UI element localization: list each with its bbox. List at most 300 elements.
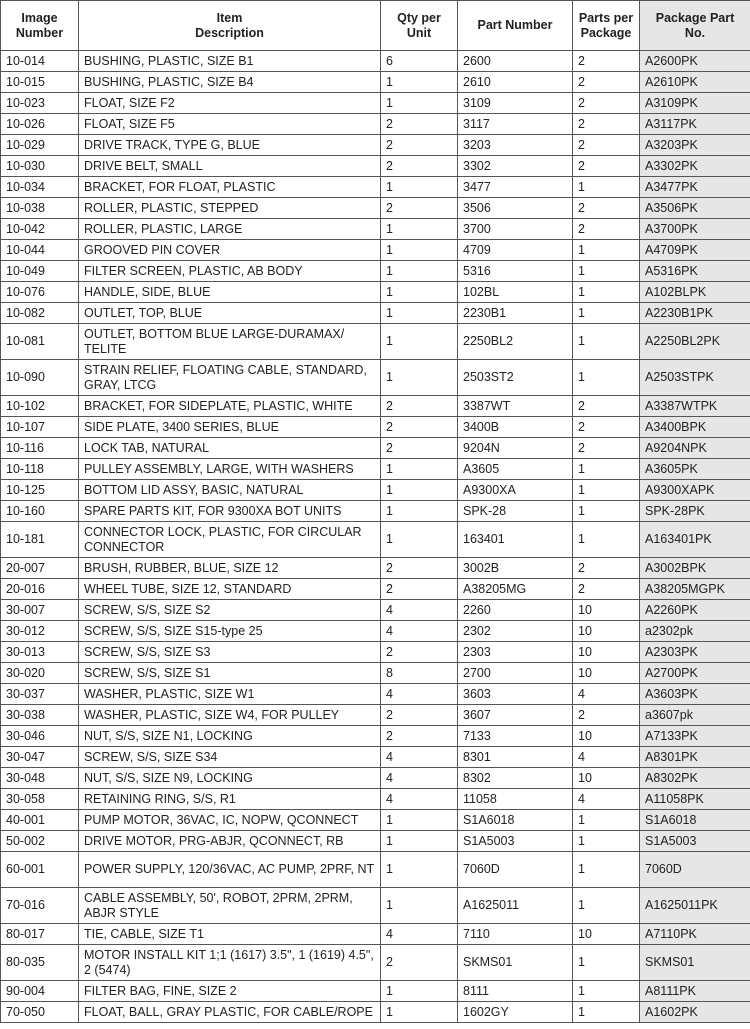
cell-item-description: RETAINING RING, S/S, R1 bbox=[79, 789, 381, 810]
cell-package-part-no: A3117PK bbox=[640, 114, 750, 135]
cell-image-number: 30-038 bbox=[1, 705, 79, 726]
cell-qty-per-unit: 4 bbox=[381, 600, 458, 621]
table-row bbox=[1, 768, 750, 789]
cell-qty-per-unit: 2 bbox=[381, 579, 458, 600]
cell-package-part-no: S1A6018 bbox=[640, 810, 750, 831]
cell-qty-per-unit: 2 bbox=[381, 198, 458, 219]
cell-parts-per-package: 1 bbox=[573, 810, 640, 831]
cell-qty-per-unit: 1 bbox=[381, 1002, 458, 1023]
cell-part-number: 3700 bbox=[458, 219, 573, 240]
cell-package-part-no: A3477PK bbox=[640, 177, 750, 198]
cell-parts-per-package: 10 bbox=[573, 621, 640, 642]
table-row bbox=[1, 747, 750, 768]
cell-qty-per-unit: 4 bbox=[381, 768, 458, 789]
cell-item-description: SPARE PARTS KIT, FOR 9300XA BOT UNITS bbox=[79, 501, 381, 522]
table-row bbox=[1, 114, 750, 135]
cell-package-part-no: A102BLPK bbox=[640, 282, 750, 303]
cell-part-number: 2303 bbox=[458, 642, 573, 663]
cell-part-number: A1625011 bbox=[458, 888, 573, 924]
cell-item-description: BOTTOM LID ASSY, BASIC, NATURAL bbox=[79, 480, 381, 501]
table-row bbox=[1, 558, 750, 579]
cell-part-number: 2600 bbox=[458, 51, 573, 72]
cell-part-number: 1602GY bbox=[458, 1002, 573, 1023]
cell-qty-per-unit: 1 bbox=[381, 324, 458, 360]
table-row bbox=[1, 480, 750, 501]
cell-package-part-no: A7110PK bbox=[640, 924, 750, 945]
cell-part-number: 2250BL2 bbox=[458, 324, 573, 360]
cell-qty-per-unit: 4 bbox=[381, 621, 458, 642]
cell-parts-per-package: 1 bbox=[573, 261, 640, 282]
cell-item-description: POWER SUPPLY, 120/36VAC, AC PUMP, 2PRF, NT bbox=[79, 852, 381, 888]
cell-qty-per-unit: 1 bbox=[381, 360, 458, 396]
cell-image-number: 70-016 bbox=[1, 888, 79, 924]
cell-parts-per-package: 1 bbox=[573, 480, 640, 501]
cell-part-number: 3603 bbox=[458, 684, 573, 705]
table-row bbox=[1, 522, 750, 558]
cell-part-number: 3506 bbox=[458, 198, 573, 219]
cell-image-number: 10-118 bbox=[1, 459, 79, 480]
cell-image-number: 80-035 bbox=[1, 945, 79, 981]
cell-package-part-no: A2260PK bbox=[640, 600, 750, 621]
cell-parts-per-package: 1 bbox=[573, 282, 640, 303]
cell-parts-per-package: 1 bbox=[573, 831, 640, 852]
cell-package-part-no: 7060D bbox=[640, 852, 750, 888]
cell-image-number: 10-107 bbox=[1, 417, 79, 438]
cell-part-number: S1A5003 bbox=[458, 831, 573, 852]
cell-image-number: 10-049 bbox=[1, 261, 79, 282]
cell-qty-per-unit: 1 bbox=[381, 888, 458, 924]
cell-qty-per-unit: 1 bbox=[381, 501, 458, 522]
table-row bbox=[1, 924, 750, 945]
cell-package-part-no: A38205MGPK bbox=[640, 579, 750, 600]
header-item-description: Item Description bbox=[79, 1, 381, 51]
cell-part-number: 2503ST2 bbox=[458, 360, 573, 396]
cell-image-number: 10-082 bbox=[1, 303, 79, 324]
cell-parts-per-package: 2 bbox=[573, 219, 640, 240]
cell-image-number: 30-048 bbox=[1, 768, 79, 789]
cell-image-number: 10-023 bbox=[1, 93, 79, 114]
cell-parts-per-package: 1 bbox=[573, 945, 640, 981]
header-row bbox=[1, 1, 750, 51]
cell-image-number: 10-160 bbox=[1, 501, 79, 522]
cell-image-number: 10-030 bbox=[1, 156, 79, 177]
cell-package-part-no: A2503STPK bbox=[640, 360, 750, 396]
cell-part-number: 7133 bbox=[458, 726, 573, 747]
cell-qty-per-unit: 4 bbox=[381, 789, 458, 810]
table-row bbox=[1, 360, 750, 396]
cell-qty-per-unit: 2 bbox=[381, 114, 458, 135]
table-body bbox=[1, 51, 750, 1023]
header-part-number: Part Number bbox=[458, 1, 573, 51]
cell-item-description: SCREW, S/S, SIZE S15-type 25 bbox=[79, 621, 381, 642]
cell-package-part-no: S1A5003 bbox=[640, 831, 750, 852]
cell-image-number: 40-001 bbox=[1, 810, 79, 831]
cell-package-part-no: A2610PK bbox=[640, 72, 750, 93]
cell-qty-per-unit: 2 bbox=[381, 705, 458, 726]
cell-part-number: 8111 bbox=[458, 981, 573, 1002]
cell-part-number: 3477 bbox=[458, 177, 573, 198]
cell-qty-per-unit: 4 bbox=[381, 924, 458, 945]
cell-part-number: 3302 bbox=[458, 156, 573, 177]
cell-part-number: 3117 bbox=[458, 114, 573, 135]
cell-part-number: A38205MG bbox=[458, 579, 573, 600]
cell-part-number: 2230B1 bbox=[458, 303, 573, 324]
cell-qty-per-unit: 2 bbox=[381, 156, 458, 177]
cell-parts-per-package: 1 bbox=[573, 522, 640, 558]
cell-package-part-no: A8111PK bbox=[640, 981, 750, 1002]
cell-qty-per-unit: 2 bbox=[381, 642, 458, 663]
cell-parts-per-package: 10 bbox=[573, 642, 640, 663]
cell-item-description: OUTLET, TOP, BLUE bbox=[79, 303, 381, 324]
cell-parts-per-package: 1 bbox=[573, 177, 640, 198]
cell-item-description: CABLE ASSEMBLY, 50', ROBOT, 2PRM, 2PRM, ABJR STYLE bbox=[79, 888, 381, 924]
table-row bbox=[1, 831, 750, 852]
cell-image-number: 10-090 bbox=[1, 360, 79, 396]
table-row bbox=[1, 219, 750, 240]
cell-parts-per-package: 2 bbox=[573, 198, 640, 219]
cell-parts-per-package: 2 bbox=[573, 438, 640, 459]
cell-item-description: NUT, S/S, SIZE N9, LOCKING bbox=[79, 768, 381, 789]
table-row bbox=[1, 282, 750, 303]
cell-package-part-no: A163401PK bbox=[640, 522, 750, 558]
table-row bbox=[1, 663, 750, 684]
table-row bbox=[1, 51, 750, 72]
cell-parts-per-package: 2 bbox=[573, 72, 640, 93]
cell-part-number: 2302 bbox=[458, 621, 573, 642]
table-row bbox=[1, 810, 750, 831]
cell-item-description: BUSHING, PLASTIC, SIZE B1 bbox=[79, 51, 381, 72]
cell-image-number: 10-125 bbox=[1, 480, 79, 501]
cell-qty-per-unit: 1 bbox=[381, 810, 458, 831]
table-row bbox=[1, 198, 750, 219]
table-row bbox=[1, 438, 750, 459]
cell-item-description: SCREW, S/S, SIZE S1 bbox=[79, 663, 381, 684]
cell-image-number: 10-044 bbox=[1, 240, 79, 261]
cell-part-number: 8302 bbox=[458, 768, 573, 789]
cell-part-number: 3002B bbox=[458, 558, 573, 579]
cell-part-number: SKMS01 bbox=[458, 945, 573, 981]
cell-package-part-no: A4709PK bbox=[640, 240, 750, 261]
cell-item-description: BRACKET, FOR SIDEPLATE, PLASTIC, WHITE bbox=[79, 396, 381, 417]
cell-part-number: 3607 bbox=[458, 705, 573, 726]
cell-part-number: 3400B bbox=[458, 417, 573, 438]
header-package-part-no: Package Part No. bbox=[640, 1, 750, 51]
cell-item-description: ROLLER, PLASTIC, LARGE bbox=[79, 219, 381, 240]
cell-image-number: 30-046 bbox=[1, 726, 79, 747]
cell-item-description: DRIVE BELT, SMALL bbox=[79, 156, 381, 177]
cell-parts-per-package: 1 bbox=[573, 459, 640, 480]
cell-image-number: 30-013 bbox=[1, 642, 79, 663]
cell-image-number: 10-076 bbox=[1, 282, 79, 303]
cell-parts-per-package: 2 bbox=[573, 705, 640, 726]
cell-parts-per-package: 2 bbox=[573, 93, 640, 114]
table-row bbox=[1, 135, 750, 156]
cell-package-part-no: A3400BPK bbox=[640, 417, 750, 438]
cell-package-part-no: A8301PK bbox=[640, 747, 750, 768]
table-row bbox=[1, 72, 750, 93]
table-row bbox=[1, 852, 750, 888]
cell-qty-per-unit: 2 bbox=[381, 726, 458, 747]
cell-parts-per-package: 2 bbox=[573, 114, 640, 135]
cell-package-part-no: A3603PK bbox=[640, 684, 750, 705]
cell-parts-per-package: 2 bbox=[573, 156, 640, 177]
table-row bbox=[1, 981, 750, 1002]
cell-qty-per-unit: 6 bbox=[381, 51, 458, 72]
cell-part-number: 163401 bbox=[458, 522, 573, 558]
cell-qty-per-unit: 2 bbox=[381, 396, 458, 417]
cell-part-number: 102BL bbox=[458, 282, 573, 303]
cell-image-number: 10-102 bbox=[1, 396, 79, 417]
cell-parts-per-package: 1 bbox=[573, 981, 640, 1002]
table-row bbox=[1, 261, 750, 282]
cell-image-number: 20-007 bbox=[1, 558, 79, 579]
cell-package-part-no: A9204NPK bbox=[640, 438, 750, 459]
cell-package-part-no: SKMS01 bbox=[640, 945, 750, 981]
cell-qty-per-unit: 1 bbox=[381, 282, 458, 303]
cell-item-description: SCREW, S/S, SIZE S34 bbox=[79, 747, 381, 768]
cell-part-number: 3387WT bbox=[458, 396, 573, 417]
cell-image-number: 10-181 bbox=[1, 522, 79, 558]
cell-package-part-no: A3203PK bbox=[640, 135, 750, 156]
cell-item-description: TIE, CABLE, SIZE T1 bbox=[79, 924, 381, 945]
cell-qty-per-unit: 2 bbox=[381, 135, 458, 156]
table-row bbox=[1, 396, 750, 417]
cell-item-description: NUT, S/S, SIZE N1, LOCKING bbox=[79, 726, 381, 747]
cell-item-description: FILTER BAG, FINE, SIZE 2 bbox=[79, 981, 381, 1002]
cell-image-number: 70-050 bbox=[1, 1002, 79, 1023]
header-qty-per-unit: Qty per Unit bbox=[381, 1, 458, 51]
cell-item-description: FLOAT, SIZE F2 bbox=[79, 93, 381, 114]
cell-package-part-no: A1625011PK bbox=[640, 888, 750, 924]
cell-parts-per-package: 2 bbox=[573, 558, 640, 579]
cell-item-description: GROOVED PIN COVER bbox=[79, 240, 381, 261]
cell-item-description: PULLEY ASSEMBLY, LARGE, WITH WASHERS bbox=[79, 459, 381, 480]
cell-package-part-no: A2303PK bbox=[640, 642, 750, 663]
cell-item-description: ROLLER, PLASTIC, STEPPED bbox=[79, 198, 381, 219]
table-row bbox=[1, 93, 750, 114]
cell-package-part-no: SPK-28PK bbox=[640, 501, 750, 522]
cell-part-number: 8301 bbox=[458, 747, 573, 768]
cell-image-number: 10-015 bbox=[1, 72, 79, 93]
cell-package-part-no: A2700PK bbox=[640, 663, 750, 684]
cell-qty-per-unit: 1 bbox=[381, 240, 458, 261]
cell-parts-per-package: 2 bbox=[573, 51, 640, 72]
table-row bbox=[1, 726, 750, 747]
cell-package-part-no: A8302PK bbox=[640, 768, 750, 789]
cell-part-number: SPK-28 bbox=[458, 501, 573, 522]
cell-qty-per-unit: 1 bbox=[381, 177, 458, 198]
cell-parts-per-package: 1 bbox=[573, 501, 640, 522]
cell-package-part-no: A5316PK bbox=[640, 261, 750, 282]
cell-parts-per-package: 1 bbox=[573, 360, 640, 396]
cell-item-description: HANDLE, SIDE, BLUE bbox=[79, 282, 381, 303]
cell-qty-per-unit: 2 bbox=[381, 558, 458, 579]
cell-part-number: 2610 bbox=[458, 72, 573, 93]
cell-image-number: 10-042 bbox=[1, 219, 79, 240]
cell-package-part-no: A3700PK bbox=[640, 219, 750, 240]
cell-parts-per-package: 4 bbox=[573, 789, 640, 810]
cell-part-number: A3605 bbox=[458, 459, 573, 480]
cell-package-part-no: A2600PK bbox=[640, 51, 750, 72]
cell-parts-per-package: 1 bbox=[573, 324, 640, 360]
cell-parts-per-package: 10 bbox=[573, 600, 640, 621]
table-row bbox=[1, 579, 750, 600]
cell-parts-per-package: 10 bbox=[573, 663, 640, 684]
cell-item-description: FLOAT, BALL, GRAY PLASTIC, FOR CABLE/ROPE bbox=[79, 1002, 381, 1023]
cell-part-number: 7110 bbox=[458, 924, 573, 945]
cell-image-number: 30-012 bbox=[1, 621, 79, 642]
cell-package-part-no: A7133PK bbox=[640, 726, 750, 747]
cell-parts-per-package: 2 bbox=[573, 417, 640, 438]
cell-qty-per-unit: 2 bbox=[381, 945, 458, 981]
cell-parts-per-package: 10 bbox=[573, 768, 640, 789]
cell-item-description: WASHER, PLASTIC, SIZE W4, FOR PULLEY bbox=[79, 705, 381, 726]
cell-image-number: 10-116 bbox=[1, 438, 79, 459]
cell-image-number: 10-014 bbox=[1, 51, 79, 72]
cell-part-number: 3203 bbox=[458, 135, 573, 156]
cell-package-part-no: A3506PK bbox=[640, 198, 750, 219]
cell-item-description: MOTOR INSTALL KIT 1;1 (1617) 3.5", 1 (1619) 4.5", 2 (5474) bbox=[79, 945, 381, 981]
cell-image-number: 90-004 bbox=[1, 981, 79, 1002]
cell-qty-per-unit: 1 bbox=[381, 459, 458, 480]
cell-item-description: SCREW, S/S, SIZE S2 bbox=[79, 600, 381, 621]
cell-part-number: 2260 bbox=[458, 600, 573, 621]
cell-parts-per-package: 1 bbox=[573, 852, 640, 888]
cell-image-number: 60-001 bbox=[1, 852, 79, 888]
cell-item-description: FILTER SCREEN, PLASTIC, AB BODY bbox=[79, 261, 381, 282]
header-image-number: Image Number bbox=[1, 1, 79, 51]
table-row bbox=[1, 1002, 750, 1023]
table-row bbox=[1, 156, 750, 177]
cell-item-description: SCREW, S/S, SIZE S3 bbox=[79, 642, 381, 663]
cell-package-part-no: A3109PK bbox=[640, 93, 750, 114]
cell-item-description: BRUSH, RUBBER, BLUE, SIZE 12 bbox=[79, 558, 381, 579]
cell-item-description: BRACKET, FOR FLOAT, PLASTIC bbox=[79, 177, 381, 198]
cell-package-part-no: A2230B1PK bbox=[640, 303, 750, 324]
table-row bbox=[1, 600, 750, 621]
cell-image-number: 50-002 bbox=[1, 831, 79, 852]
cell-item-description: FLOAT, SIZE F5 bbox=[79, 114, 381, 135]
table-row bbox=[1, 240, 750, 261]
cell-item-description: LOCK TAB, NATURAL bbox=[79, 438, 381, 459]
cell-part-number: 11058 bbox=[458, 789, 573, 810]
cell-qty-per-unit: 4 bbox=[381, 684, 458, 705]
cell-parts-per-package: 1 bbox=[573, 1002, 640, 1023]
cell-qty-per-unit: 4 bbox=[381, 747, 458, 768]
cell-image-number: 30-047 bbox=[1, 747, 79, 768]
cell-item-description: PUMP MOTOR, 36VAC, IC, NOPW, QCONNECT bbox=[79, 810, 381, 831]
cell-item-description: WHEEL TUBE, SIZE 12, STANDARD bbox=[79, 579, 381, 600]
cell-qty-per-unit: 1 bbox=[381, 219, 458, 240]
cell-parts-per-package: 2 bbox=[573, 135, 640, 156]
table-row bbox=[1, 684, 750, 705]
cell-part-number: 3109 bbox=[458, 93, 573, 114]
cell-parts-per-package: 10 bbox=[573, 924, 640, 945]
cell-image-number: 30-020 bbox=[1, 663, 79, 684]
cell-item-description: DRIVE TRACK, TYPE G, BLUE bbox=[79, 135, 381, 156]
cell-parts-per-package: 1 bbox=[573, 240, 640, 261]
table-row bbox=[1, 789, 750, 810]
table-row bbox=[1, 324, 750, 360]
cell-image-number: 10-029 bbox=[1, 135, 79, 156]
cell-qty-per-unit: 1 bbox=[381, 852, 458, 888]
cell-parts-per-package: 4 bbox=[573, 684, 640, 705]
table-row bbox=[1, 177, 750, 198]
cell-package-part-no: a3607pk bbox=[640, 705, 750, 726]
table-row bbox=[1, 945, 750, 981]
cell-part-number: 5316 bbox=[458, 261, 573, 282]
cell-qty-per-unit: 1 bbox=[381, 480, 458, 501]
cell-qty-per-unit: 1 bbox=[381, 261, 458, 282]
cell-package-part-no: A11058PK bbox=[640, 789, 750, 810]
cell-image-number: 30-037 bbox=[1, 684, 79, 705]
cell-part-number: 9204N bbox=[458, 438, 573, 459]
cell-parts-per-package: 1 bbox=[573, 303, 640, 324]
header-parts-per-package: Parts per Package bbox=[573, 1, 640, 51]
cell-item-description: WASHER, PLASTIC, SIZE W1 bbox=[79, 684, 381, 705]
cell-package-part-no: A2250BL2PK bbox=[640, 324, 750, 360]
cell-image-number: 30-058 bbox=[1, 789, 79, 810]
cell-qty-per-unit: 1 bbox=[381, 981, 458, 1002]
cell-parts-per-package: 2 bbox=[573, 396, 640, 417]
cell-item-description: OUTLET, BOTTOM BLUE LARGE-DURAMAX/ TELITE bbox=[79, 324, 381, 360]
table-row bbox=[1, 705, 750, 726]
cell-image-number: 20-016 bbox=[1, 579, 79, 600]
cell-package-part-no: A1602PK bbox=[640, 1002, 750, 1023]
cell-part-number: A9300XA bbox=[458, 480, 573, 501]
cell-item-description: DRIVE MOTOR, PRG-ABJR, QCONNECT, RB bbox=[79, 831, 381, 852]
cell-package-part-no: a2302pk bbox=[640, 621, 750, 642]
table-row bbox=[1, 621, 750, 642]
cell-part-number: 2700 bbox=[458, 663, 573, 684]
cell-qty-per-unit: 2 bbox=[381, 417, 458, 438]
cell-qty-per-unit: 1 bbox=[381, 522, 458, 558]
table-row bbox=[1, 303, 750, 324]
cell-image-number: 10-026 bbox=[1, 114, 79, 135]
cell-package-part-no: A3002BPK bbox=[640, 558, 750, 579]
cell-parts-per-package: 10 bbox=[573, 726, 640, 747]
cell-package-part-no: A3605PK bbox=[640, 459, 750, 480]
cell-qty-per-unit: 8 bbox=[381, 663, 458, 684]
cell-package-part-no: A9300XAPK bbox=[640, 480, 750, 501]
cell-image-number: 30-007 bbox=[1, 600, 79, 621]
cell-item-description: BUSHING, PLASTIC, SIZE B4 bbox=[79, 72, 381, 93]
cell-qty-per-unit: 1 bbox=[381, 303, 458, 324]
cell-image-number: 80-017 bbox=[1, 924, 79, 945]
cell-parts-per-package: 4 bbox=[573, 747, 640, 768]
cell-item-description: STRAIN RELIEF, FLOATING CABLE, STANDARD, GRAY, LTCG bbox=[79, 360, 381, 396]
cell-item-description: CONNECTOR LOCK, PLASTIC, FOR CIRCULAR CONNECTOR bbox=[79, 522, 381, 558]
cell-image-number: 10-034 bbox=[1, 177, 79, 198]
cell-part-number: 7060D bbox=[458, 852, 573, 888]
cell-parts-per-package: 2 bbox=[573, 579, 640, 600]
table-row bbox=[1, 459, 750, 480]
table-row bbox=[1, 642, 750, 663]
table-row bbox=[1, 888, 750, 924]
table-row bbox=[1, 417, 750, 438]
cell-qty-per-unit: 1 bbox=[381, 93, 458, 114]
cell-image-number: 10-081 bbox=[1, 324, 79, 360]
cell-package-part-no: A3302PK bbox=[640, 156, 750, 177]
cell-qty-per-unit: 1 bbox=[381, 72, 458, 93]
cell-part-number: 4709 bbox=[458, 240, 573, 261]
cell-qty-per-unit: 2 bbox=[381, 438, 458, 459]
cell-item-description: SIDE PLATE, 3400 SERIES, BLUE bbox=[79, 417, 381, 438]
cell-package-part-no: A3387WTPK bbox=[640, 396, 750, 417]
cell-qty-per-unit: 1 bbox=[381, 831, 458, 852]
cell-part-number: S1A6018 bbox=[458, 810, 573, 831]
cell-parts-per-package: 1 bbox=[573, 888, 640, 924]
